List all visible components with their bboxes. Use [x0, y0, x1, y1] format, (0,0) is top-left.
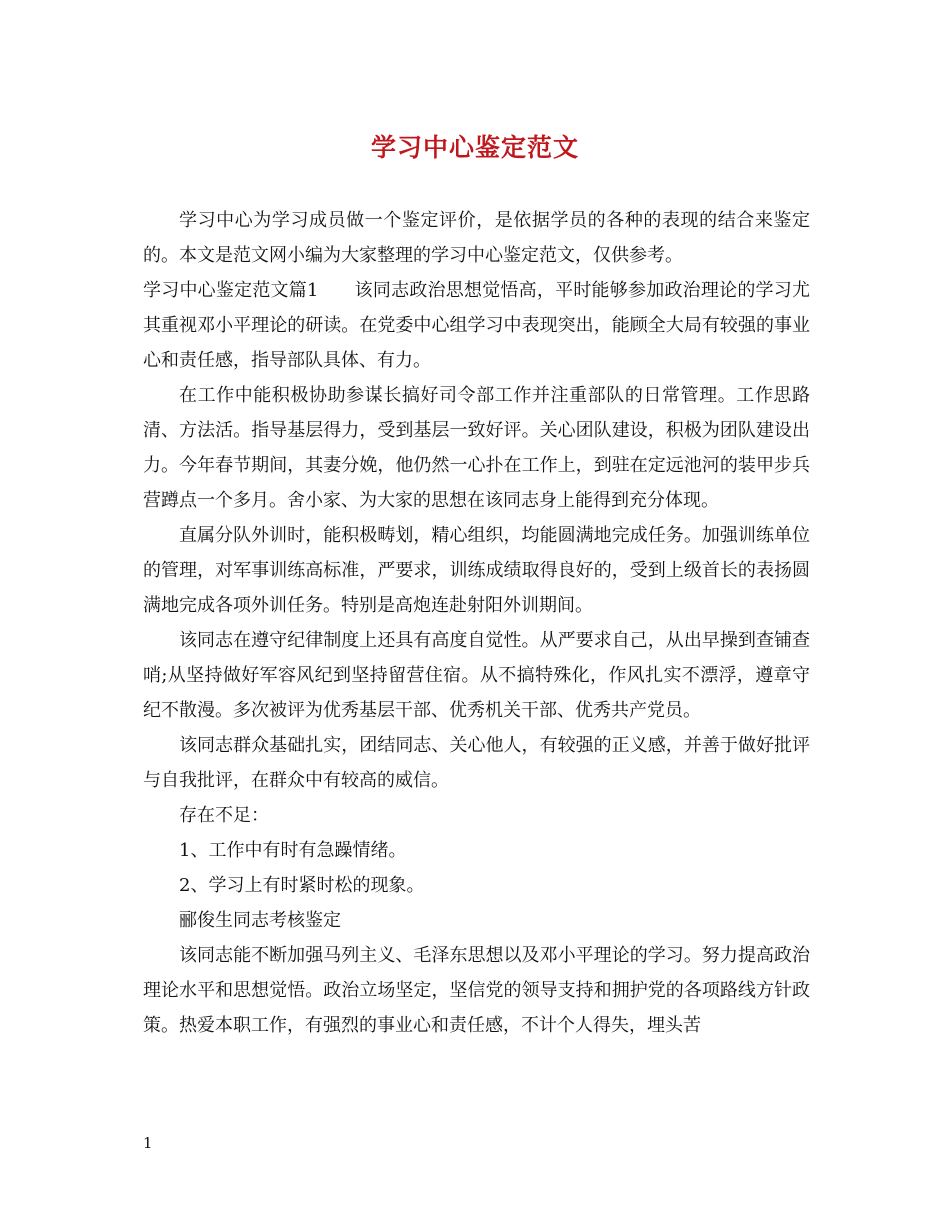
- paragraph-discipline: 该同志在遵守纪律制度上还具有高度自觉性。从严要求自己，从出早操到查铺查哨;从坚持做好军容风纪到坚持留营住宿。从不搞特殊化，作风扎实不漂浮，遵章守纪不散漫。多次被评为优秀基层干部、优秀机关干部、优秀共产党员。: [143, 630, 810, 721]
- section-1-paragraph: [143, 273, 810, 378]
- list-item-shortcoming-1: 1、工作中有时有急躁情绪。: [179, 840, 407, 861]
- paragraph-section-2: 该同志能不断加强马列主义、毛泽东思想以及邓小平理论的学习。努力提高政治理论水平和思想觉悟。政治立场坚定，坚信党的领导支持和拥护党的各项路线方针政策。热爱本职工作，有强烈的事业心和责任感，不计个人得失，埋头苦: [143, 945, 810, 1036]
- list-item-shortcoming-2: 2、学习上有时紧时松的现象。: [179, 875, 425, 896]
- paragraph-work: 在工作中能积极协助参谋长搞好司令部工作并注重部队的日常管理。工作思路清、方法活。指导基层得力，受到基层一致好评。关心团队建设，积极为团队建设出力。今年春节期间，其妻分娩，他仍然一心扑在工作上，到驻在定远池河的装甲步兵营蹲点一个多月。舍小家、为大家的思想在该同志身上能得到充分体现。: [143, 385, 810, 511]
- section-1-heading: 学习中心鉴定范文篇1: [143, 280, 319, 301]
- paragraph-shortcomings-heading: 存在不足：: [179, 805, 269, 826]
- paragraph-mass-basis: 该同志群众基础扎实，团结同志、关心他人，有较强的正义感，并善于做好批评与自我批评，在群众中有较高的威信。: [143, 735, 810, 791]
- document-body: [143, 203, 810, 1043]
- intro-paragraph: 学习中心为学习成员做一个鉴定评价，是依据学员的各种的表现的结合来鉴定的。本文是范文网小编为大家整理的学习中心鉴定范文，仅供参考。: [143, 210, 810, 266]
- page-number: 1: [143, 1134, 153, 1152]
- section-1-text: 该同志政治思想觉悟高，平时能够参加政治理论的学习尤其重视邓小平理论的研读。在党委中心组学习中表现突出，能顾全大局有较强的事业心和责任感，指导部队具体、有力。: [143, 280, 810, 371]
- paragraph-training: 直属分队外训时，能积极畴划，精心组织，均能圆满地完成任务。加强训练单位的管理，对军事训练高标准，严要求，训练成绩取得良好的，受到上级首长的表扬圆满地完成各项外训任务。特别是高炮连赴射阳外训期间。: [143, 525, 810, 616]
- section-2-heading: 郦俊生同志考核鉴定: [179, 910, 341, 931]
- document-title: 学习中心鉴定范文: [370, 133, 579, 162]
